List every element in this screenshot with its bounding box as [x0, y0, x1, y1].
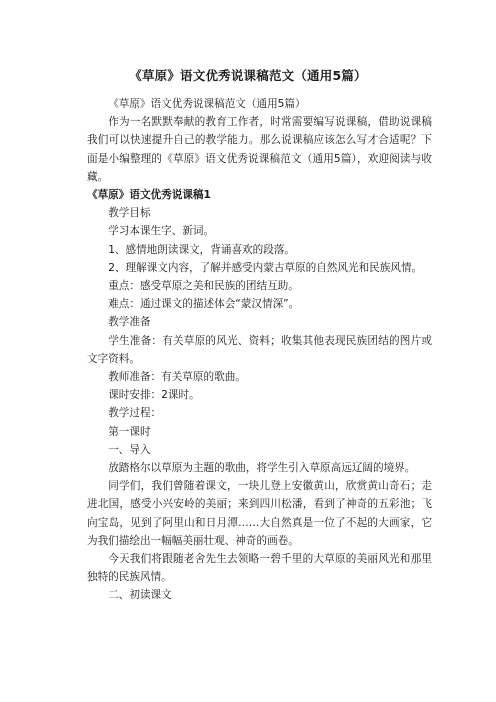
- paragraph-process: 教学过程：: [108, 407, 162, 420]
- paragraph-teaching-goals: 教学目标: [108, 207, 151, 220]
- subtitle-paragraph: 《草原》语文优秀说课稿范文（通用5篇）: [108, 98, 306, 110]
- paragraph-today: 今天我们将跟随老舍先生去领略一碧千里的大草原的美丽风光和那里独特的民族风情。: [87, 553, 432, 584]
- section-heading: 《草原》语文优秀说课稿1: [87, 189, 211, 202]
- paragraph-preparation: 教学准备: [108, 316, 151, 329]
- intro-paragraph: 作为一名默默奉献的教育工作者，时常需要编写说课稿，借助说课稿我们可以快速提升自己的教学能力。那么说课稿应该怎么写才合适呢？下面是小编整理的《草原》语文优秀说课稿范文（通用5篇），欢迎阅读与收藏。: [87, 116, 432, 183]
- paragraph-review: 同学们，我们曾随着课文，一块儿登上安徽黄山，欣赏黄山奇石；走进北国，感受小兴安岭的美丽；来到四川松潘，看到了神奇的五彩池；飞向宝岛，见到了阿里山和日月潭……大自然真是一位了不起的大画家，它为我们描绘出一幅幅美丽壮观、神奇的画卷。: [87, 480, 432, 547]
- paragraph-introduction: 一、导入: [108, 443, 151, 456]
- paragraph-learn-words: 学习本课生字、新词。: [108, 225, 215, 238]
- paragraph-key-point: 重点：感受草原之美和民族的团结互助。: [108, 280, 299, 293]
- document-body: [87, 95, 432, 605]
- paragraph-student-prep: 学生准备：有关草原的风光、资料；收集其他表现民族团结的图片或文字资料。: [87, 334, 432, 365]
- paragraph-first-lesson: 第一课时: [108, 425, 151, 438]
- paragraph-goal-1: 1、感情地朗读课文，背诵喜欢的段落。: [108, 243, 296, 256]
- document-title: 《草原》语文优秀说课稿范文（通用5篇）: [129, 68, 367, 83]
- paragraph-goal-2: 2、理解课文内容，了解并感受内蒙古草原的自然风光和民族风情。: [108, 261, 423, 274]
- paragraph-difficulty: 难点：通过课文的描述体会“蒙汉情深”。: [108, 298, 300, 311]
- paragraph-first-reading: 二、初读课文: [108, 589, 172, 602]
- paragraph-music: 放踏格尔以草原为主题的歌曲，将学生引入草原高远辽阔的境界。: [108, 462, 416, 475]
- paragraph-class-hours: 课时安排：2课时。: [108, 389, 200, 402]
- paragraph-teacher-prep: 教师准备：有关草原的歌曲。: [108, 371, 246, 384]
